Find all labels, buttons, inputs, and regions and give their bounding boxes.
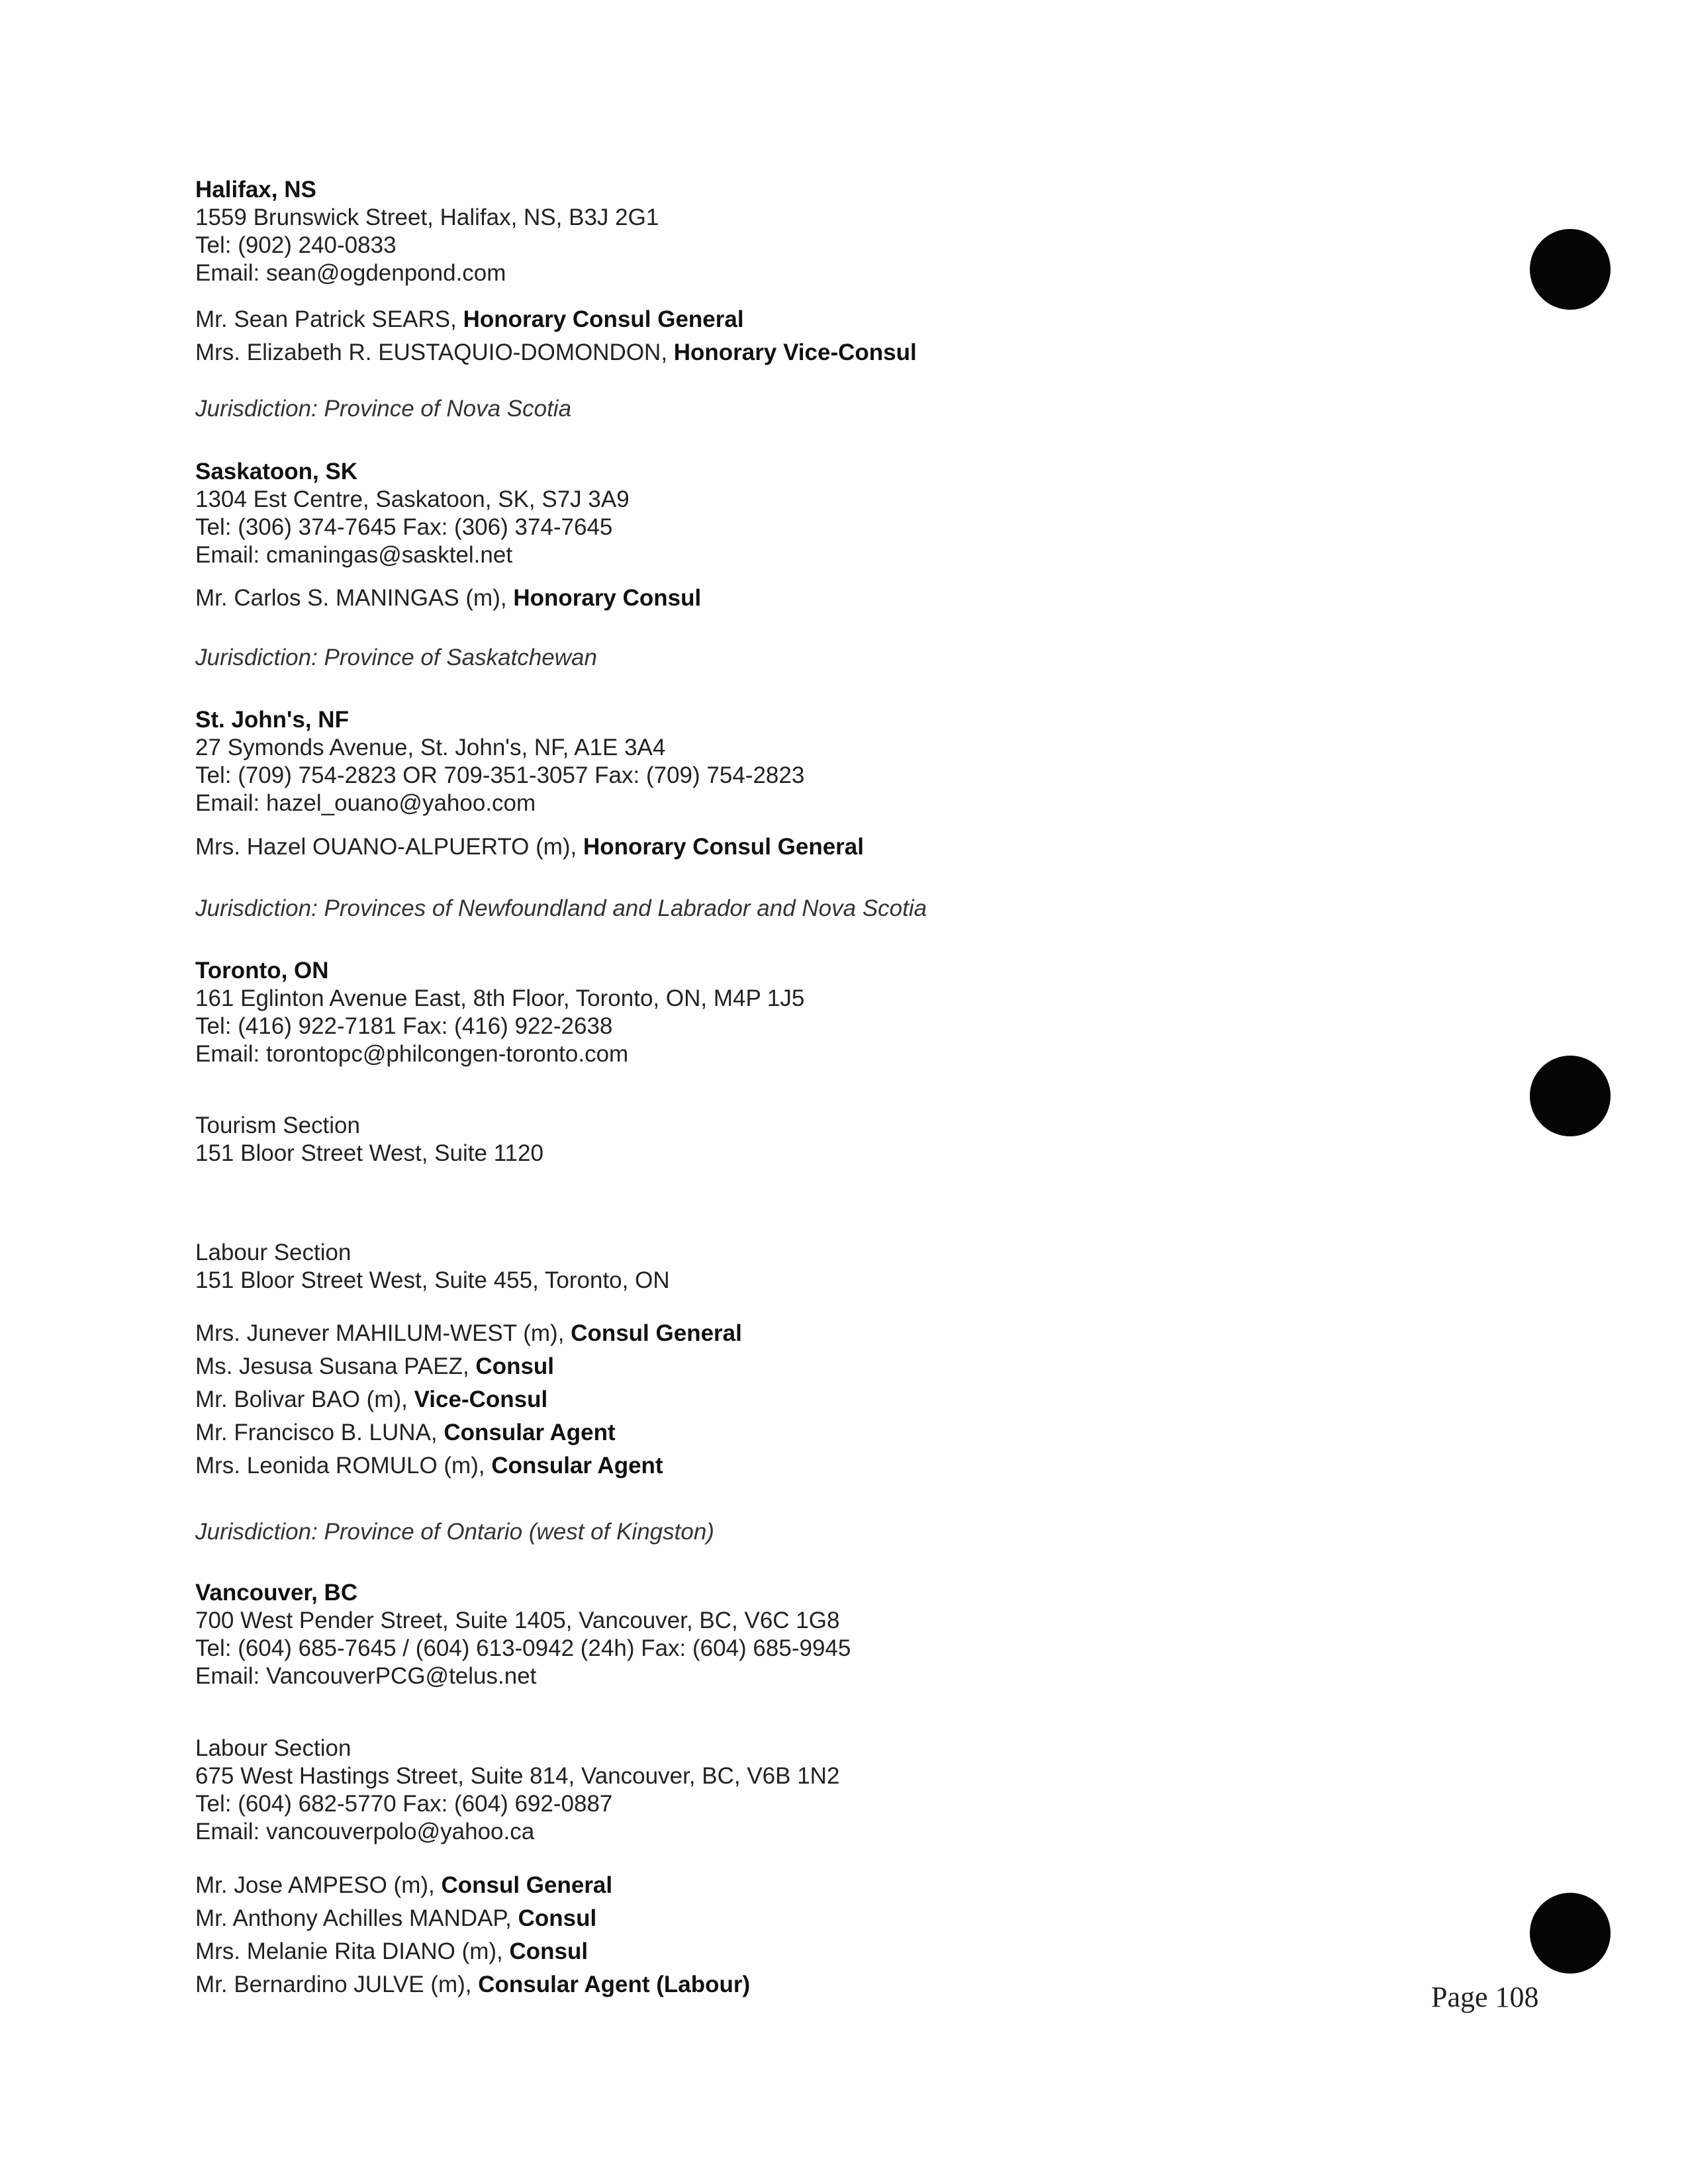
- staff-title: Consular Agent: [491, 1453, 663, 1479]
- staff-title: Consular Agent: [444, 1420, 616, 1445]
- staff-name: Mr. Anthony Achilles MANDAP,: [195, 1905, 518, 1931]
- staff-title: Consular Agent (Labour): [478, 1972, 751, 1997]
- section-address: 675 West Hastings Street, Suite 814, Vancouver, BC, V6B 1N2: [195, 1763, 840, 1789]
- staff-title: Consul General: [441, 1872, 613, 1898]
- staff-entry: [195, 336, 917, 369]
- office-email: Email: VancouverPCG@telus.net: [195, 1663, 537, 1689]
- staff-name: Mrs. Hazel OUANO-ALPUERTO (m),: [195, 834, 583, 860]
- section-address: 151 Bloor Street West, Suite 1120: [195, 1140, 543, 1166]
- section-address: 151 Bloor Street West, Suite 455, Toronto, ON: [195, 1267, 670, 1293]
- staff-title: Consul: [509, 1938, 588, 1964]
- page-number: Page 108: [1431, 1981, 1539, 2013]
- saskatoon-staff-list: [195, 584, 701, 612]
- staff-title: Honorary Vice-Consul: [673, 340, 917, 365]
- office-heading: Saskatoon, SK: [195, 459, 358, 484]
- office-email: Email: sean@ogdenpond.com: [195, 260, 506, 286]
- staff-name: Mr. Bernardino JULVE (m),: [195, 1972, 479, 1997]
- staff-entry: [195, 1935, 750, 1968]
- office-address: 700 West Pender Street, Suite 1405, Vancouver, BC, V6C 1G8: [195, 1608, 840, 1633]
- staff-name: Mrs. Leonida ROMULO (m),: [195, 1453, 492, 1479]
- staff-name: Mr. Carlos S. MANINGAS (m),: [195, 585, 514, 611]
- staff-title: Honorary Consul General: [583, 834, 864, 860]
- saskatoon-jurisdiction: Jurisdiction: Province of Saskatchewan: [195, 645, 597, 670]
- staff-name: Mr. Bolivar BAO (m),: [195, 1387, 414, 1412]
- staff-name: Mrs. Melanie Rita DIANO (m),: [195, 1938, 510, 1964]
- staff-title: Consul: [518, 1905, 597, 1931]
- office-telephone: Tel: (416) 922-7181 Fax: (416) 922-2638: [195, 1013, 613, 1039]
- vancouver-labour-section: [195, 1735, 839, 1846]
- stjohns-office-block: [195, 706, 804, 817]
- toronto-jurisdiction: Jurisdiction: Province of Ontario (west of Kingston): [195, 1519, 714, 1545]
- office-email: Email: torontopc@philcongen-toronto.com: [195, 1041, 629, 1067]
- section-email: Email: vancouverpolo@yahoo.ca: [195, 1819, 535, 1844]
- section-label: Labour Section: [195, 1735, 352, 1761]
- staff-entry: [195, 1902, 750, 1935]
- staff-name: Mr. Jose AMPESO (m),: [195, 1872, 442, 1898]
- punch-hole-top: [1530, 229, 1611, 310]
- office-telephone: Tel: (709) 754-2823 OR 709-351-3057 Fax: (709) 754-2823: [195, 762, 805, 788]
- toronto-office-block: [195, 957, 804, 1068]
- toronto-tourism-section: [195, 1112, 543, 1167]
- office-telephone: Tel: (306) 374-7645 Fax: (306) 374-7645: [195, 514, 613, 540]
- section-telephone: Tel: (604) 682-5770 Fax: (604) 692-0887: [195, 1791, 613, 1817]
- saskatoon-office-block: [195, 458, 630, 569]
- office-email: Email: cmaningas@sasktel.net: [195, 542, 513, 568]
- office-heading: Halifax, NS: [195, 177, 316, 203]
- halifax-staff-list: [195, 303, 917, 369]
- punch-hole-middle: [1530, 1056, 1611, 1136]
- staff-title: Consul General: [571, 1320, 742, 1346]
- staff-name: Mr. Sean Patrick SEARS,: [195, 306, 463, 332]
- vancouver-office-block: [195, 1579, 851, 1690]
- office-address: 1304 Est Centre, Saskatoon, SK, S7J 3A9: [195, 486, 630, 512]
- office-heading: Toronto, ON: [195, 958, 329, 983]
- staff-entry: [195, 1317, 742, 1350]
- staff-entry: [195, 1449, 742, 1482]
- staff-entry: [195, 1968, 750, 2001]
- staff-entry: [195, 1869, 750, 1902]
- stjohns-jurisdiction: Jurisdiction: Provinces of Newfoundland and Labrador and Nova Scotia: [195, 895, 927, 921]
- office-address: 161 Eglinton Avenue East, 8th Floor, Toronto, ON, M4P 1J5: [195, 985, 805, 1011]
- toronto-labour-section: [195, 1239, 670, 1295]
- staff-name: Mr. Francisco B. LUNA,: [195, 1420, 444, 1445]
- staff-entry: [195, 1383, 742, 1416]
- office-heading: Vancouver, BC: [195, 1580, 358, 1606]
- staff-entry: [195, 833, 864, 861]
- vancouver-staff-list: [195, 1869, 750, 2001]
- stjohns-staff-list: [195, 833, 864, 861]
- staff-title: Honorary Consul: [513, 585, 702, 611]
- staff-name: Ms. Jesusa Susana PAEZ,: [195, 1353, 476, 1379]
- office-telephone: Tel: (604) 685-7645 / (604) 613-0942 (24h) Fax: (604) 685-9945: [195, 1635, 851, 1661]
- staff-entry: [195, 584, 701, 612]
- punch-hole-bottom: [1530, 1893, 1611, 1974]
- staff-entry: [195, 1350, 742, 1383]
- office-telephone: Tel: (902) 240-0833: [195, 232, 397, 258]
- toronto-staff-list: [195, 1317, 742, 1482]
- office-address: 27 Symonds Avenue, St. John's, NF, A1E 3A4: [195, 735, 666, 760]
- staff-name: Mrs. Elizabeth R. EUSTAQUIO-DOMONDON,: [195, 340, 674, 365]
- section-label: Labour Section: [195, 1240, 352, 1265]
- halifax-jurisdiction: Jurisdiction: Province of Nova Scotia: [195, 396, 572, 422]
- staff-entry: [195, 1416, 742, 1449]
- staff-title: Vice-Consul: [414, 1387, 548, 1412]
- halifax-office-block: [195, 176, 659, 287]
- staff-title: Consul: [475, 1353, 555, 1379]
- staff-title: Honorary Consul General: [463, 306, 744, 332]
- staff-entry: [195, 303, 917, 336]
- section-label: Tourism Section: [195, 1113, 360, 1138]
- office-email: Email: hazel_ouano@yahoo.com: [195, 790, 536, 816]
- office-heading: St. John's, NF: [195, 707, 349, 733]
- staff-name: Mrs. Junever MAHILUM-WEST (m),: [195, 1320, 571, 1346]
- office-address: 1559 Brunswick Street, Halifax, NS, B3J 2G1: [195, 205, 659, 230]
